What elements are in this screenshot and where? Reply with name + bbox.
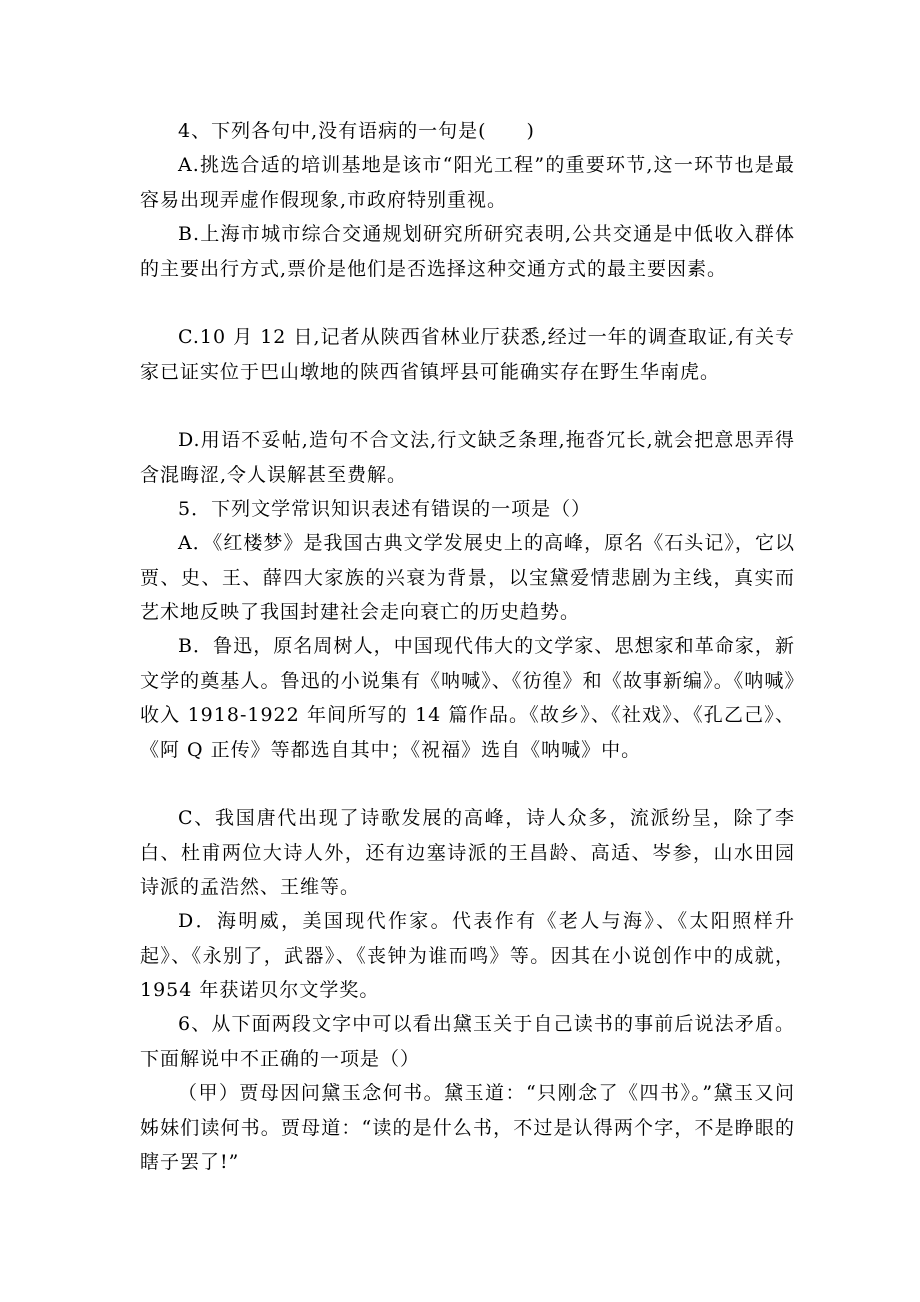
question-5-stem: 5．下列文学常识知识表述有错误的一项是（） (178, 498, 592, 520)
question-5-option-a: A．《红楼梦》是我国古典文学发展史上的高峰，原名《石头记》，它以贾、史、王、薛四大家族的兴衰为背景，以宝黛爱情悲剧为主线，真实而艺术地反映了我国封建社会走向衰亡的历史趋势。 (140, 532, 795, 623)
question-4-option-b: B.上海市城市综合交通规划研究所研究表明,公共交通是中低收入群体的主要出行方式,票价是他们是否选择这种交通方式的最主要因素。 (140, 223, 795, 280)
question-6-stem: 6、从下面两段文字中可以看出黛玉关于自己读书的事前后说法矛盾。下面解说中不正确的一项是（） (140, 1013, 795, 1070)
question-5-option-d: D．海明威，美国现代作家。代表作有《老人与海》、《太阳照样升起》、《永别了，武器》、《丧钟为谁而鸣》等。因其在小说创作中的成就，1954 年获诺贝尔文学奖。 (140, 910, 795, 1001)
question-5-option-b: B．鲁迅，原名周树人，中国现代伟大的文学家、思想家和革命家，新文学的奠基人。鲁迅的小说集有《呐喊》、《彷徨》和《故事新编》。《呐喊》收入 1918-1922 年间所写的 14 篇作品。《故乡》、《社戏》、《孔乙己》、《阿 Q 正传》等都选自其中；《祝福》选自《呐喊》中。 (140, 635, 795, 761)
question-4-stem: 4、下列各句中,没有语病的一句是( ) (178, 120, 535, 142)
question-6-passage: （甲）贾母因问黛玉念何书。黛玉道：“只刚念了《四书》。”黛玉又问姊妹们读何书。贾母道：“读的是什么书，不过是认得两个字，不是睁眼的瞎子罢了!” (140, 1082, 795, 1173)
question-4-option-d: D.用语不妥帖,造句不合文法,行文缺乏条理,拖沓冗长,就会把意思弄得含混晦涩,令人误解甚至费解。 (140, 429, 795, 486)
question-4-option-c: C.10 月 12 日,记者从陕西省林业厅获悉,经过一年的调查取证,有关专家已证实位于巴山墩地的陕西省镇坪县可能确实存在野生华南虎。 (140, 326, 795, 383)
question-4-option-a: A.挑选合适的培训基地是该市“阳光工程”的重要环节,这一环节也是最容易出现弄虚作假现象,市政府特别重视。 (140, 154, 795, 211)
question-5-option-c: C、我国唐代出现了诗歌发展的高峰，诗人众多，流派纷呈，除了李白、杜甫两位大诗人外，还有边塞诗派的王昌龄、高适、岑参，山水田园诗派的孟浩然、王维等。 (140, 807, 795, 898)
